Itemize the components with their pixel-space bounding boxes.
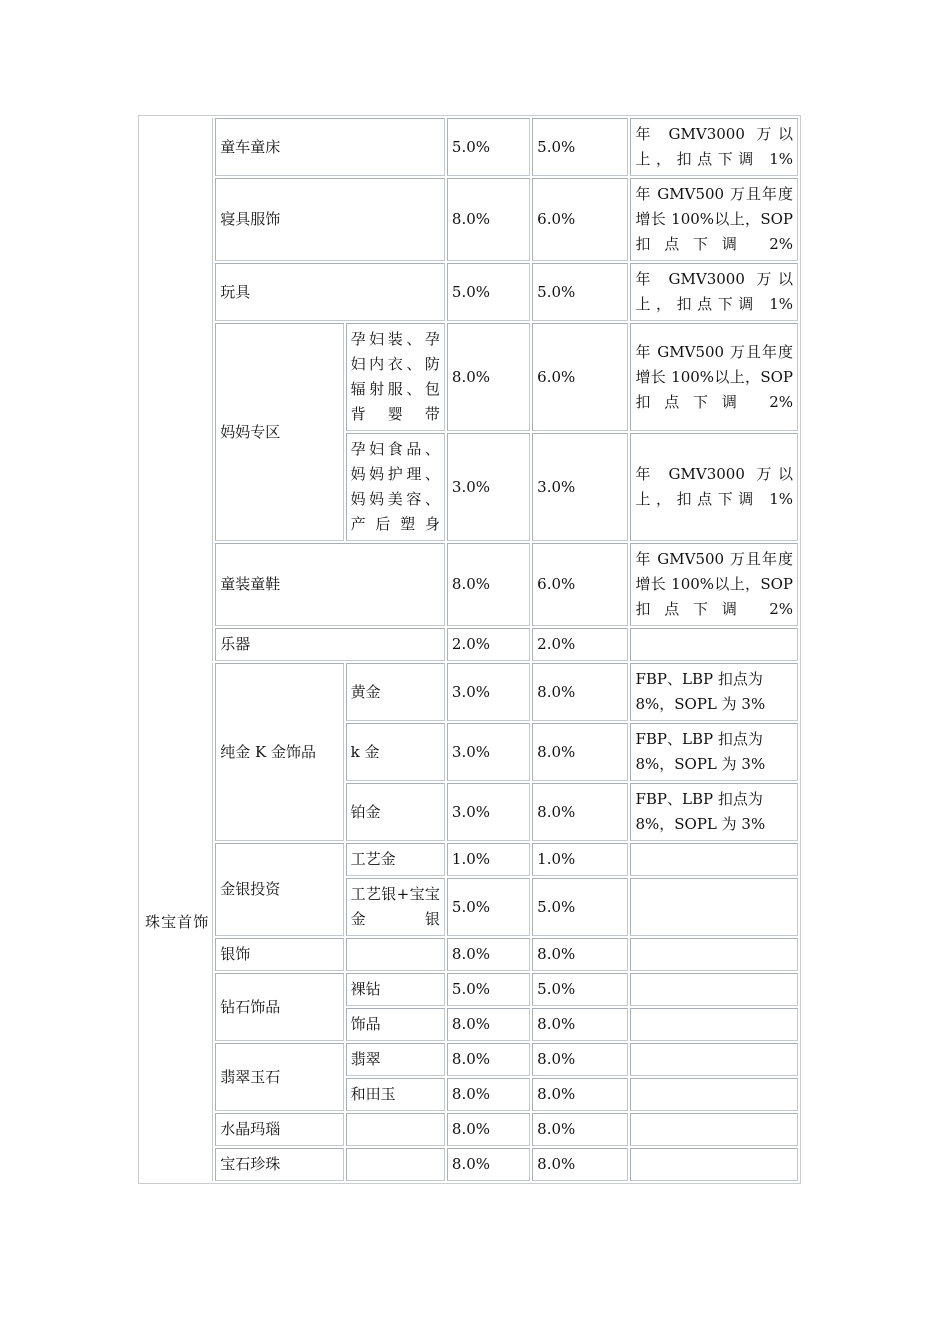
rate-b-cell: 8.0% [532, 663, 628, 721]
note-cell [630, 1043, 798, 1076]
rate-a-cell: 8.0% [447, 1113, 530, 1146]
rate-a-cell: 3.0% [447, 433, 530, 541]
table-row [141, 118, 798, 176]
detail-cell [346, 938, 445, 971]
note-cell [630, 843, 798, 876]
detail-cell: k 金 [346, 723, 445, 781]
rate-b-cell: 1.0% [532, 843, 628, 876]
subcategory-cell: 金银投资 [215, 843, 343, 936]
table-row [141, 938, 798, 971]
detail-cell: 工艺银+宝宝金银 [346, 878, 445, 936]
subcategory-cell: 童装童鞋 [215, 543, 445, 626]
note-cell: 年 GMV3000 万以上，扣点下调 1% [630, 263, 798, 321]
subcategory-cell: 银饰 [215, 938, 343, 971]
rate-b-cell: 3.0% [532, 433, 628, 541]
note-cell [630, 628, 798, 661]
rate-b-cell: 8.0% [532, 938, 628, 971]
rate-b-cell: 8.0% [532, 1043, 628, 1076]
note-cell: FBP、LBP 扣点为 8%，SOPL 为 3% [630, 663, 798, 721]
rate-b-cell: 8.0% [532, 723, 628, 781]
table-row [141, 843, 798, 876]
table-row [141, 178, 798, 261]
rate-a-cell: 5.0% [447, 263, 530, 321]
table-row [141, 973, 798, 1006]
rate-b-cell: 6.0% [532, 543, 628, 626]
rate-b-cell: 5.0% [532, 973, 628, 1006]
subcategory-cell: 纯金 K 金饰品 [215, 663, 343, 841]
subcategory-cell: 童车童床 [215, 118, 445, 176]
commission-rate-table [138, 115, 801, 1184]
detail-cell: 工艺金 [346, 843, 445, 876]
detail-cell: 和田玉 [346, 1078, 445, 1111]
rate-a-cell: 8.0% [447, 178, 530, 261]
rate-a-cell: 2.0% [447, 628, 530, 661]
detail-cell: 孕妇食品、妈妈护理、妈妈美容、产后塑身 [346, 433, 445, 541]
subcategory-cell: 翡翠玉石 [215, 1043, 343, 1111]
note-cell [630, 1078, 798, 1111]
table-row [141, 1148, 798, 1181]
rate-a-cell: 3.0% [447, 783, 530, 841]
subcategory-cell: 钻石饰品 [215, 973, 343, 1041]
detail-cell [346, 1113, 445, 1146]
rate-b-cell: 8.0% [532, 783, 628, 841]
table-row [141, 1113, 798, 1146]
rate-b-cell: 2.0% [532, 628, 628, 661]
rate-a-cell: 5.0% [447, 118, 530, 176]
note-cell: 年 GMV500 万且年度增长 100%以上，SOP 扣点下调 2% [630, 323, 798, 431]
rate-b-cell: 8.0% [532, 1008, 628, 1041]
rate-a-cell: 8.0% [447, 1008, 530, 1041]
detail-cell: 孕妇装、孕妇内衣、防辐射服、包背婴带 [346, 323, 445, 431]
rate-a-cell: 3.0% [447, 723, 530, 781]
rate-b-cell: 8.0% [532, 1078, 628, 1111]
table-row [141, 543, 798, 626]
rate-b-cell: 5.0% [532, 263, 628, 321]
table-row [141, 628, 798, 661]
rate-b-cell: 5.0% [532, 878, 628, 936]
table-row [141, 663, 798, 721]
category-cell-mother-baby [141, 118, 213, 661]
rate-a-cell: 8.0% [447, 543, 530, 626]
detail-cell: 黄金 [346, 663, 445, 721]
subcategory-cell: 乐器 [215, 628, 445, 661]
rate-b-cell: 8.0% [532, 1113, 628, 1146]
rate-a-cell: 5.0% [447, 878, 530, 936]
rate-b-cell: 6.0% [532, 323, 628, 431]
category-cell-jewelry: 珠宝首饰 [141, 663, 213, 1181]
rate-a-cell: 8.0% [447, 1043, 530, 1076]
note-cell: FBP、LBP 扣点为 8%，SOPL 为 3% [630, 783, 798, 841]
rate-a-cell: 8.0% [447, 938, 530, 971]
note-cell [630, 1008, 798, 1041]
note-cell: FBP、LBP 扣点为 8%，SOPL 为 3% [630, 723, 798, 781]
rate-a-cell: 3.0% [447, 663, 530, 721]
detail-cell: 饰品 [346, 1008, 445, 1041]
note-cell [630, 1148, 798, 1181]
rate-b-cell: 5.0% [532, 118, 628, 176]
rate-a-cell: 1.0% [447, 843, 530, 876]
note-cell [630, 973, 798, 1006]
rate-a-cell: 5.0% [447, 973, 530, 1006]
table-row [141, 1043, 798, 1076]
note-cell: 年 GMV3000 万以上，扣点下调 1% [630, 433, 798, 541]
subcategory-cell: 妈妈专区 [215, 323, 343, 541]
note-cell [630, 878, 798, 936]
rate-a-cell: 8.0% [447, 1148, 530, 1181]
detail-cell [346, 1148, 445, 1181]
subcategory-cell: 水晶玛瑙 [215, 1113, 343, 1146]
rate-b-cell: 6.0% [532, 178, 628, 261]
note-cell: 年 GMV500 万且年度增长 100%以上，SOP 扣点下调 2% [630, 543, 798, 626]
note-cell [630, 1113, 798, 1146]
detail-cell: 铂金 [346, 783, 445, 841]
subcategory-cell: 玩具 [215, 263, 445, 321]
subcategory-cell: 寝具服饰 [215, 178, 445, 261]
rate-a-cell: 8.0% [447, 1078, 530, 1111]
rate-b-cell: 8.0% [532, 1148, 628, 1181]
detail-cell: 裸钻 [346, 973, 445, 1006]
note-cell: 年 GMV3000 万以上，扣点下调 1% [630, 118, 798, 176]
detail-cell: 翡翠 [346, 1043, 445, 1076]
note-cell: 年 GMV500 万且年度增长 100%以上，SOP 扣点下调 2% [630, 178, 798, 261]
rate-a-cell: 8.0% [447, 323, 530, 431]
table-row [141, 323, 798, 431]
note-cell [630, 938, 798, 971]
table-row [141, 263, 798, 321]
subcategory-cell: 宝石珍珠 [215, 1148, 343, 1181]
